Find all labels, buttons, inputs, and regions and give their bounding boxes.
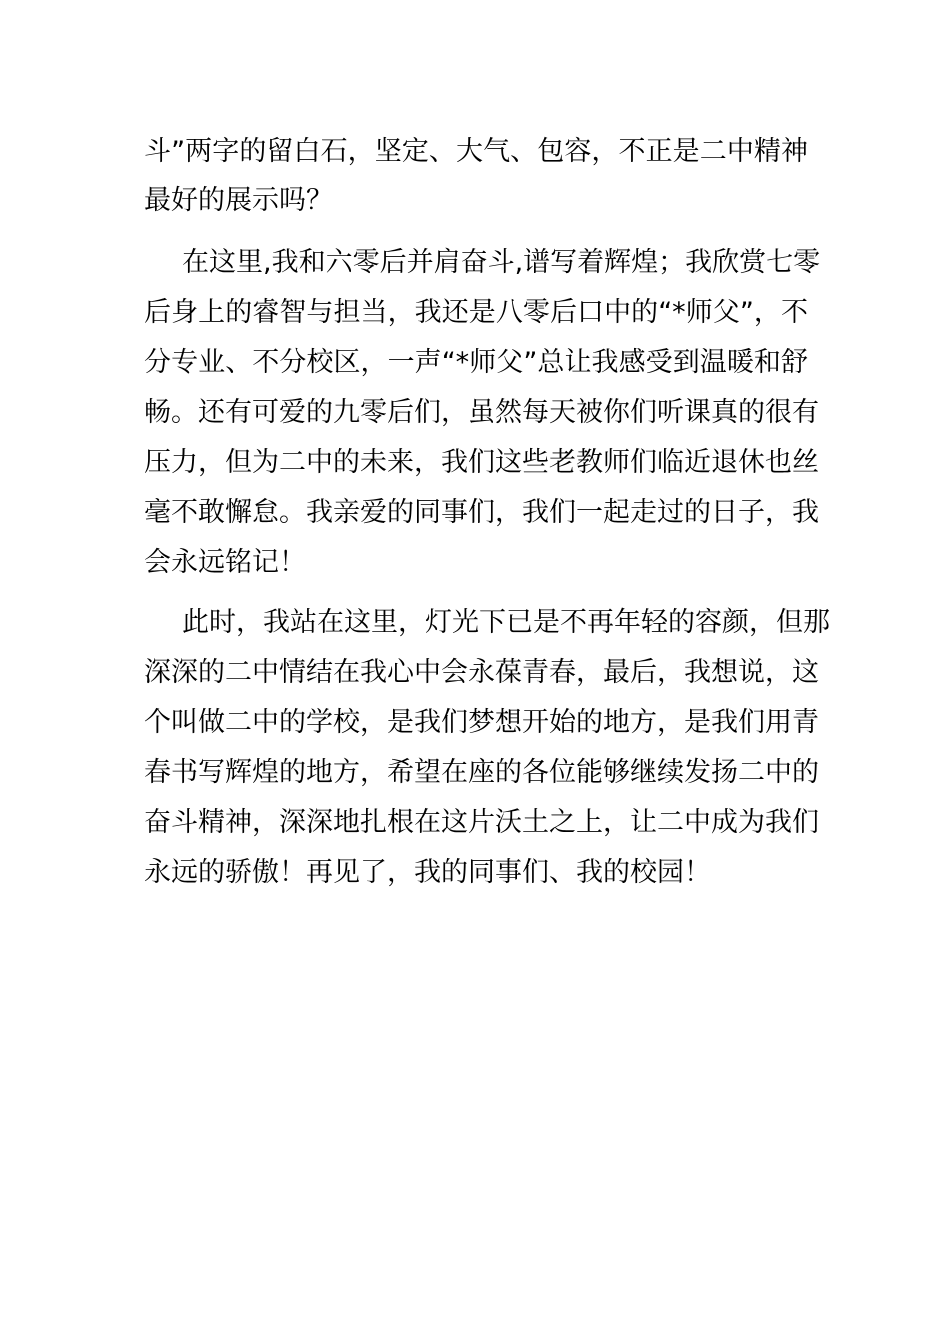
- paragraph-line: 最好的展示吗？: [144, 185, 333, 216]
- paragraph-line: 会永远铭记！: [144, 547, 306, 578]
- paragraph-line: 分专业、不分校区，一声“*师父”总让我感受到温暖和舒: [144, 347, 808, 378]
- paragraph-line: 个叫做二中的学校，是我们梦想开始的地方，是我们用青: [144, 707, 819, 738]
- paragraph-line: 畅。还有可爱的九零后们，虽然每天被你们听课真的很有: [144, 397, 819, 428]
- paragraph-line: 毫不敢懈怠。我亲爱的同事们，我们一起走过的日子，我: [144, 497, 819, 528]
- paragraph-line: 此时，我站在这里，灯光下已是不再年轻的容颜，但那: [182, 607, 830, 638]
- paragraph-line: 后身上的睿智与担当，我还是八零后口中的“*师父”，不: [144, 297, 808, 328]
- paragraph-line: 春书写辉煌的地方，希望在座的各位能够继续发扬二中的: [144, 757, 819, 788]
- paragraph-line: 斗”两字的留白石，坚定、大气、包容，不正是二中精神: [144, 136, 808, 167]
- paragraph-line: 压力，但为二中的未来，我们这些老教师们临近退休也丝: [144, 447, 819, 478]
- paragraph-line: 奋斗精神，深深地扎根在这片沃土之上，让二中成为我们: [144, 807, 819, 838]
- paragraph-line: 深深的二中情结在我心中会永葆青春，最后，我想说，这: [144, 657, 819, 688]
- paragraph-line: 永远的骄傲！再见了，我的同事们、我的校园！: [144, 857, 711, 888]
- paragraph-line: 在这里,我和六零后并肩奋斗,谱写着辉煌；我欣赏七零: [182, 247, 821, 278]
